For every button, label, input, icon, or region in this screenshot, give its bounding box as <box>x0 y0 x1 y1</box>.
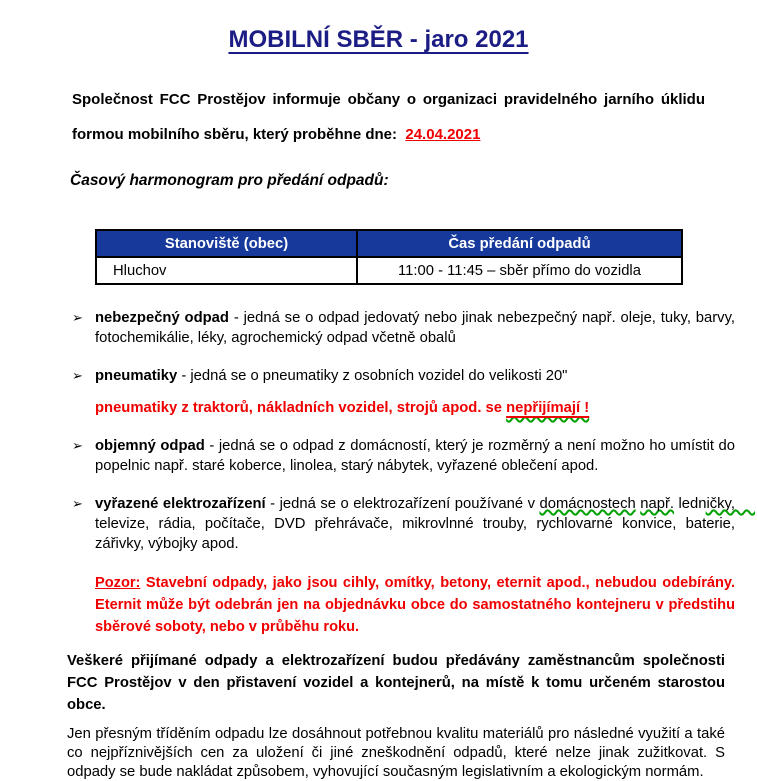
table-cell-time: 11:00 - 11:45 – sběr přímo do vozidla <box>357 257 682 284</box>
table-header-station: Stanoviště (obec) <box>96 230 357 257</box>
spellcheck-squiggle <box>506 400 589 416</box>
arrow-bullet-icon: ➢ <box>72 310 83 325</box>
warning-label: Pozor: <box>95 575 141 591</box>
desc-bulky-waste: - jedná se o odpad z domácností, který je rozměrný a není možno ho umístit do popelnic např. staré koberce, linolea, starý nábytek, vyřazené oblečení apod. <box>95 438 736 474</box>
warning-text: Stavební odpady, jako jsou cihly, omítky, betony, eternit apod., nebudou odebírány. Eternit může být odebrán jen na objednávku obce do samostatného kontejneru v předstihu sběrové soboty, nebo v průběhu roku. <box>95 575 735 635</box>
table-cell-station: Hluchov <box>96 257 357 284</box>
tire-note <box>95 398 735 418</box>
list-item-tires <box>72 366 735 418</box>
arrow-bullet-icon: ➢ <box>72 496 83 511</box>
term-hazardous-waste: nebezpečný odpad <box>95 310 229 326</box>
desc-hazardous-waste: - jedná se o odpad jedovatý nebo jinak nebezpečný např. oleje, tuky, barvy, fotochemikálie, léky, agrochemický odpad včetně obalů <box>95 310 735 346</box>
sorting-info-paragraph: Jen přesným tříděním odpadu lze dosáhnout potřebnou kvalitu materiálů pro následné využití a také co nejpříznivějších cen za uložení či jiné zneškodnění odpadů, které nelze jinak zužitkovat. S odpady se bude nakládat způsobem, vyhovující současným legislativním a ekologickým normám. <box>67 726 725 780</box>
misspelled-word: domácnostech <box>539 496 636 512</box>
page-title <box>0 18 757 55</box>
intro-text: Společnost FCC Prostějov informuje občany o organizaci pravidelného jarního úklidu formou mobilního sběru, který proběhne dne: <box>72 91 705 143</box>
desc-tires: - jedná se o pneumatiky z osobních vozidel do velikosti 20" <box>177 368 568 384</box>
tire-note-text: pneumatiky z traktorů, nákladních vozidel, strojů apod. se <box>95 400 507 416</box>
warning-paragraph <box>95 572 735 638</box>
collection-date: 24.04.2021 <box>405 126 481 143</box>
term-bulky-waste: objemný odpad <box>95 438 205 454</box>
schedule-table <box>95 229 683 285</box>
tire-note-underlined: nepřijímají ! <box>506 400 590 416</box>
term-tires: pneumatiky <box>95 368 178 384</box>
list-item-electronics <box>72 494 735 554</box>
desc-electronics-pre: - jedná se o elektrozařízení používané v <box>265 496 540 512</box>
spellcheck-squiggle-tail <box>706 494 755 514</box>
arrow-bullet-icon: ➢ <box>72 438 83 453</box>
waste-type-list <box>72 308 735 554</box>
table-header-row <box>96 230 682 257</box>
list-item-bulky-waste <box>72 436 735 476</box>
list-item-hazardous-waste <box>72 308 735 348</box>
schedule-heading: Časový harmonogram pro předání odpadů: <box>70 172 389 189</box>
page-title-text: MOBILNÍ SBĚR - jaro 2021 <box>228 26 529 53</box>
handover-paragraph: Veškeré přijímané odpady a elektrozařízení budou předávány zaměstnancům společnosti FCC Prostějov v den přistavení vozidel a kontejnerů, na místě k tomu určeném starostou obce. <box>67 653 725 713</box>
table-row <box>96 257 682 284</box>
misspelled-word: např. <box>640 496 674 512</box>
intro-paragraph <box>72 82 705 152</box>
table-header-time: Čas předání odpadů <box>357 230 682 257</box>
term-electronics: vyřazené elektrozařízení <box>95 496 266 512</box>
arrow-bullet-icon: ➢ <box>72 368 83 383</box>
desc-electronics-post: ledničky, televize, rádia, počítače, DVD přehrávače, mikrovlnné trouby, rychlovarné konvice, baterie, zářivky, výbojky apod. <box>95 496 735 552</box>
